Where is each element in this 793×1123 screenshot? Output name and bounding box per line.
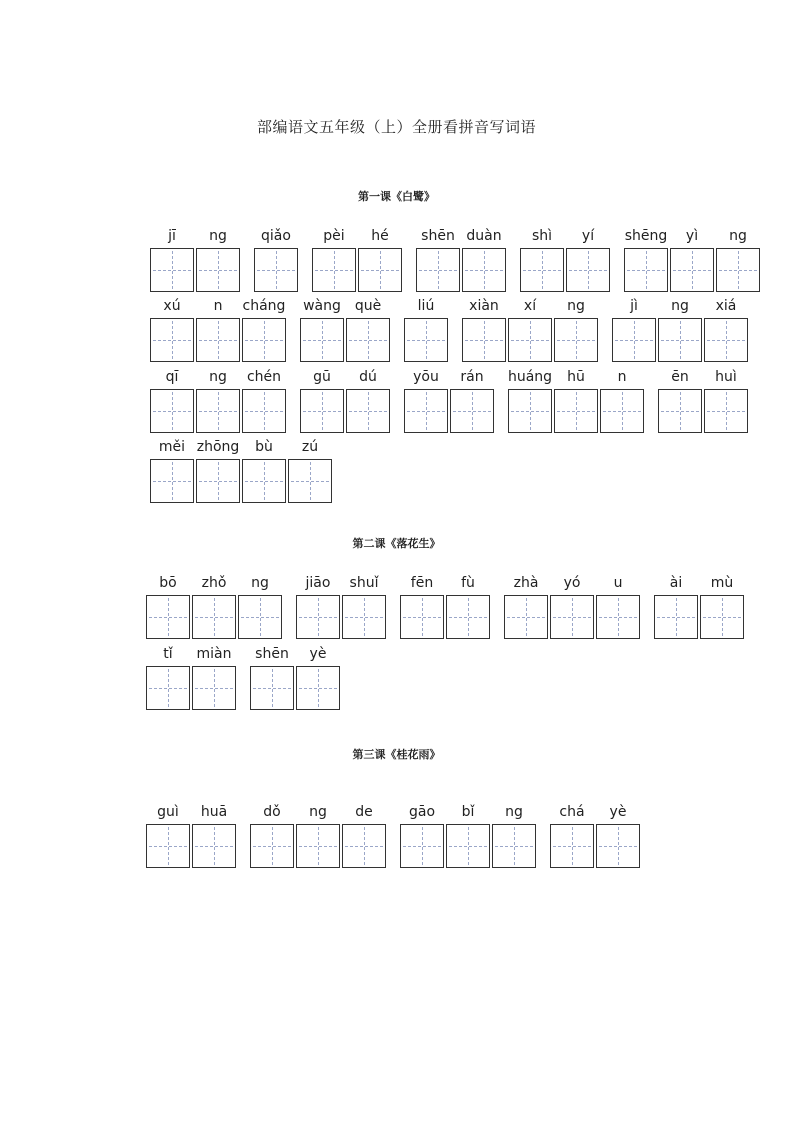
pinyin-syllable: gāo [408, 804, 436, 820]
character-cell [346, 296, 390, 362]
pinyin-syllable: měi [158, 439, 186, 455]
pinyin-syllable: ng [209, 228, 227, 244]
writing-box[interactable] [146, 666, 190, 710]
word-group [462, 296, 600, 362]
pinyin-syllable: xú [163, 298, 181, 314]
character-cell [612, 296, 656, 362]
pinyin-syllable: hé [371, 228, 389, 244]
word-group [504, 573, 642, 639]
pinyin-syllable: shēng [624, 228, 668, 244]
writing-box[interactable] [596, 824, 640, 868]
character-cell [296, 644, 340, 710]
writing-box[interactable] [658, 389, 702, 433]
character-cell [242, 437, 286, 503]
character-cell [416, 226, 460, 292]
pinyin-syllable: dǒ [263, 804, 281, 820]
word-group [416, 226, 508, 292]
character-cell [624, 226, 668, 292]
writing-box[interactable] [296, 666, 340, 710]
pinyin-syllable: qī [165, 369, 179, 385]
writing-box[interactable] [342, 824, 386, 868]
pinyin-syllable: jī [168, 228, 176, 244]
pinyin-row [146, 802, 654, 868]
writing-box[interactable] [150, 459, 194, 503]
pinyin-syllable: de [355, 804, 373, 820]
writing-box[interactable] [520, 248, 564, 292]
word-group [612, 296, 750, 362]
pinyin-syllable: shēn [255, 646, 289, 662]
character-cell [508, 367, 552, 433]
word-group [400, 573, 492, 639]
word-group [550, 802, 642, 868]
character-cell [312, 226, 356, 292]
pinyin-syllable: fù [461, 575, 475, 591]
writing-box[interactable] [550, 824, 594, 868]
character-cell [404, 367, 448, 433]
character-cell [254, 226, 298, 292]
pinyin-syllable: ng [309, 804, 327, 820]
pinyin-syllable: jì [630, 298, 638, 314]
writing-box[interactable] [670, 248, 714, 292]
word-group [658, 367, 750, 433]
pinyin-syllable: shì [531, 228, 553, 244]
writing-box[interactable] [196, 389, 240, 433]
writing-box[interactable] [716, 248, 760, 292]
pinyin-syllable: liú [417, 298, 435, 314]
writing-box[interactable] [404, 389, 448, 433]
writing-box[interactable] [600, 389, 644, 433]
character-cell [566, 226, 610, 292]
writing-box[interactable] [196, 459, 240, 503]
character-cell [250, 802, 294, 868]
character-cell [150, 226, 194, 292]
writing-box[interactable] [192, 666, 236, 710]
pinyin-syllable: chá [559, 804, 585, 820]
writing-box[interactable] [596, 595, 640, 639]
character-cell [150, 437, 194, 503]
writing-box[interactable] [346, 318, 390, 362]
word-group [146, 573, 284, 639]
writing-box[interactable] [238, 595, 282, 639]
character-cell [520, 226, 564, 292]
writing-box[interactable] [242, 318, 286, 362]
character-cell [342, 802, 386, 868]
word-group [508, 367, 646, 433]
writing-box[interactable] [254, 248, 298, 292]
writing-box[interactable] [566, 248, 610, 292]
word-group [146, 802, 238, 868]
pinyin-syllable: fēn [410, 575, 434, 591]
writing-box[interactable] [624, 248, 668, 292]
pinyin-syllable: guì [157, 804, 179, 820]
character-cell [192, 802, 236, 868]
word-group [624, 226, 762, 292]
pinyin-syllable: huā [200, 804, 228, 820]
pinyin-syllable: bō [159, 575, 177, 591]
pinyin-syllable: pèi [323, 228, 345, 244]
writing-box[interactable] [358, 248, 402, 292]
writing-box[interactable] [146, 824, 190, 868]
word-group [254, 226, 300, 292]
character-cell [288, 437, 332, 503]
pinyin-syllable: n [213, 298, 223, 314]
character-cell [146, 644, 190, 710]
word-group [150, 437, 334, 503]
pinyin-syllable: shēn [421, 228, 455, 244]
writing-box[interactable] [196, 318, 240, 362]
word-group [150, 367, 288, 433]
pinyin-row [146, 644, 354, 710]
writing-box[interactable] [400, 595, 444, 639]
character-cell [192, 573, 236, 639]
pinyin-syllable: u [613, 575, 623, 591]
pinyin-syllable: yó [563, 575, 581, 591]
character-cell [704, 367, 748, 433]
pinyin-syllable: ng [729, 228, 747, 244]
character-cell [600, 367, 644, 433]
pinyin-syllable: bǐ [461, 804, 475, 820]
character-cell [196, 367, 240, 433]
character-cell [462, 226, 506, 292]
writing-box[interactable] [288, 459, 332, 503]
pinyin-syllable: xiàn [469, 298, 499, 314]
writing-box[interactable] [250, 824, 294, 868]
character-cell [700, 573, 744, 639]
word-group [312, 226, 404, 292]
pinyin-syllable: yí [581, 228, 595, 244]
lesson-title: 第二课《落花生》 [352, 537, 441, 550]
pinyin-syllable: bù [255, 439, 273, 455]
writing-box[interactable] [492, 824, 536, 868]
word-group [300, 296, 392, 362]
pinyin-syllable: què [354, 298, 382, 314]
pinyin-syllable: chén [246, 369, 282, 385]
writing-box[interactable] [704, 389, 748, 433]
character-cell [242, 296, 286, 362]
writing-box[interactable] [554, 389, 598, 433]
writing-box[interactable] [416, 248, 460, 292]
pinyin-syllable: ng [671, 298, 689, 314]
writing-box[interactable] [242, 389, 286, 433]
pinyin-syllable: cháng [242, 298, 286, 314]
character-cell [146, 802, 190, 868]
character-cell [704, 296, 748, 362]
pinyin-syllable: xí [523, 298, 537, 314]
pinyin-row [150, 437, 346, 503]
writing-box[interactable] [554, 318, 598, 362]
character-cell [596, 573, 640, 639]
writing-box[interactable] [446, 595, 490, 639]
writing-box[interactable] [446, 824, 490, 868]
word-group [150, 296, 288, 362]
character-cell [358, 226, 402, 292]
word-group [400, 802, 538, 868]
pinyin-syllable: tǐ [163, 646, 173, 662]
writing-box[interactable] [196, 248, 240, 292]
character-cell [404, 296, 448, 362]
pinyin-syllable: zhōng [196, 439, 240, 455]
pinyin-syllable: xiá [715, 298, 737, 314]
character-cell [150, 296, 194, 362]
pinyin-syllable: rán [460, 369, 484, 385]
writing-box[interactable] [300, 318, 344, 362]
character-cell [492, 802, 536, 868]
writing-box[interactable] [150, 248, 194, 292]
page-title: 部编语文五年级（上）全册看拼音写词语 [256, 118, 536, 136]
lesson-title: 第三课《桂花雨》 [352, 748, 441, 761]
pinyin-row [150, 367, 762, 433]
writing-box[interactable] [550, 595, 594, 639]
pinyin-syllable: yōu [413, 369, 439, 385]
pinyin-syllable: shuǐ [349, 575, 379, 591]
writing-box[interactable] [612, 318, 656, 362]
pinyin-syllable: yè [609, 804, 627, 820]
writing-box[interactable] [296, 595, 340, 639]
character-cell [146, 573, 190, 639]
writing-box[interactable] [346, 389, 390, 433]
character-cell [196, 226, 240, 292]
character-cell [300, 296, 344, 362]
character-cell [196, 296, 240, 362]
character-cell [238, 573, 282, 639]
character-cell [192, 644, 236, 710]
pinyin-syllable: ng [567, 298, 585, 314]
pinyin-syllable: huì [715, 369, 737, 385]
pinyin-syllable: huáng [507, 369, 553, 385]
pinyin-syllable: zhǒ [201, 575, 227, 591]
word-group [150, 226, 242, 292]
character-cell [596, 802, 640, 868]
writing-box[interactable] [450, 389, 494, 433]
pinyin-syllable: ng [209, 369, 227, 385]
writing-box[interactable] [342, 595, 386, 639]
writing-box[interactable] [146, 595, 190, 639]
writing-box[interactable] [300, 389, 344, 433]
word-group [250, 802, 388, 868]
character-cell [554, 296, 598, 362]
writing-box[interactable] [508, 318, 552, 362]
character-cell [716, 226, 760, 292]
character-cell [300, 367, 344, 433]
pinyin-syllable: ài [669, 575, 683, 591]
writing-box[interactable] [400, 824, 444, 868]
character-cell [150, 367, 194, 433]
character-cell [550, 802, 594, 868]
pinyin-syllable: zhà [513, 575, 539, 591]
writing-box[interactable] [192, 824, 236, 868]
writing-box[interactable] [192, 595, 236, 639]
pinyin-row [146, 573, 758, 639]
writing-box[interactable] [704, 318, 748, 362]
pinyin-syllable: mù [710, 575, 734, 591]
pinyin-syllable: ēn [671, 369, 689, 385]
writing-box[interactable] [312, 248, 356, 292]
character-cell [400, 573, 444, 639]
character-cell [658, 296, 702, 362]
word-group [404, 367, 496, 433]
character-cell [242, 367, 286, 433]
word-group [300, 367, 392, 433]
character-cell [342, 573, 386, 639]
pinyin-syllable: zú [301, 439, 319, 455]
character-cell [346, 367, 390, 433]
pinyin-syllable: duàn [466, 228, 502, 244]
character-cell [658, 367, 702, 433]
pinyin-row [150, 296, 762, 362]
writing-box[interactable] [150, 389, 194, 433]
writing-box[interactable] [658, 318, 702, 362]
writing-box[interactable] [462, 248, 506, 292]
pinyin-syllable: n [617, 369, 627, 385]
character-cell [400, 802, 444, 868]
character-cell [670, 226, 714, 292]
writing-box[interactable] [700, 595, 744, 639]
pinyin-syllable: jiāo [305, 575, 331, 591]
character-cell [296, 802, 340, 868]
writing-box[interactable] [296, 824, 340, 868]
character-cell [504, 573, 548, 639]
word-group [654, 573, 746, 639]
character-cell [296, 573, 340, 639]
writing-box[interactable] [504, 595, 548, 639]
writing-box[interactable] [250, 666, 294, 710]
pinyin-syllable: yè [309, 646, 327, 662]
writing-box[interactable] [654, 595, 698, 639]
character-cell [554, 367, 598, 433]
pinyin-syllable: gū [313, 369, 331, 385]
pinyin-syllable: wàng [303, 298, 341, 314]
lesson-title: 第一课《白鹭》 [358, 190, 435, 203]
pinyin-syllable: qiǎo [261, 228, 291, 244]
character-cell [654, 573, 698, 639]
writing-box[interactable] [242, 459, 286, 503]
character-cell [446, 802, 490, 868]
word-group [520, 226, 612, 292]
pinyin-syllable: ng [251, 575, 269, 591]
pinyin-row [150, 226, 774, 292]
character-cell [250, 644, 294, 710]
writing-box[interactable] [508, 389, 552, 433]
pinyin-syllable: miàn [196, 646, 232, 662]
word-group [250, 644, 342, 710]
pinyin-syllable: dú [359, 369, 377, 385]
character-cell [446, 573, 490, 639]
character-cell [196, 437, 240, 503]
character-cell [508, 296, 552, 362]
word-group [404, 296, 450, 362]
character-cell [550, 573, 594, 639]
word-group [296, 573, 388, 639]
writing-box[interactable] [150, 318, 194, 362]
writing-box[interactable] [462, 318, 506, 362]
character-cell [450, 367, 494, 433]
pinyin-syllable: ng [505, 804, 523, 820]
word-group [146, 644, 238, 710]
pinyin-syllable: yì [685, 228, 699, 244]
writing-box[interactable] [404, 318, 448, 362]
pinyin-syllable: hū [567, 369, 585, 385]
character-cell [462, 296, 506, 362]
